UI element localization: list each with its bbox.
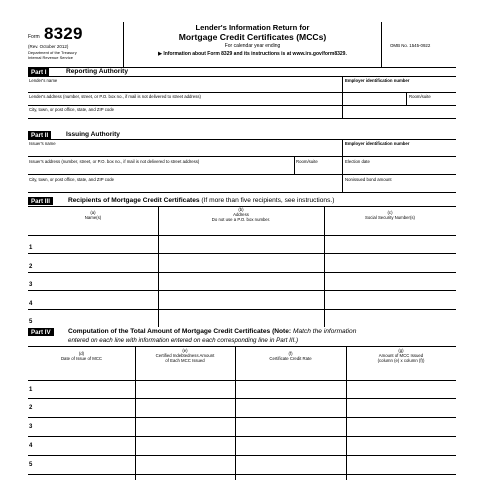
part2-label: Part II [28, 131, 51, 139]
form-page [28, 0, 456, 480]
revision-date: (Rev. October 2012) [28, 44, 69, 49]
part3-row-num: 2 [29, 264, 33, 270]
form-title-block [124, 22, 381, 68]
part4-title: Computation of the Total Amount of Mortgage Credit Certificates (Note: Match the information [68, 328, 357, 335]
part1-room-label: Room/suite [409, 94, 431, 99]
part4-col-d-header: (d) Date of Issue of MCC [60, 351, 103, 361]
part1-bar [28, 68, 456, 77]
part1-title: Reporting Authority [66, 68, 129, 75]
part4-bar [28, 327, 456, 347]
part2-bar [28, 131, 456, 140]
nonissued-bond-label: Nonissued bond amount [345, 177, 392, 182]
part4-row-num: 4 [29, 443, 33, 449]
part3-label: Part III [28, 197, 53, 205]
part3-title: Recipients of Mortgage Credit Certificates (If more than five recipients, see instructions.) [68, 197, 335, 204]
lenders-address-label: Lender's address (number, street, or P.O. box no., if mail is not delivered to street address) [29, 94, 201, 99]
form-title-line2: Mortgage Credit Certificates (MCCs) [178, 32, 327, 42]
issuers-name-label: Issuer's name [29, 141, 56, 146]
form-title-line1: Lender's Information Return for [195, 23, 310, 32]
part3-bar [28, 196, 456, 207]
part3-col-a-header: (a) Name(s) [84, 210, 102, 220]
part3-row-num: 5 [29, 319, 33, 325]
part4-subline: entered on each line with information entered on each corresponding line in Part III.) [68, 337, 299, 344]
part4-label: Part IV [28, 328, 54, 336]
part3-row-num: 3 [29, 282, 33, 288]
election-date-label: Election date [345, 159, 370, 164]
part2-ein-label: Employer identification number [345, 141, 410, 146]
part3-row-num: 4 [29, 301, 33, 307]
part4-row-num: 1 [29, 387, 33, 393]
part1-city-label: City, town, or post office, state, and ZIP code [29, 107, 115, 112]
form-header [28, 22, 456, 68]
lenders-name-label: Lender's name [29, 78, 58, 83]
part3-col-c-header: (c) Social Security Number(s) [365, 210, 415, 220]
omb-number: OMB No. 1545-0922 [390, 43, 431, 48]
issuers-address-label: Issuer's address (number, street, or P.O. box no., if mail is not delivered to street address) [29, 159, 200, 164]
part4-col-f-header: (f) Certificate Credit Rate [269, 351, 312, 361]
form-id-block [28, 22, 124, 68]
part4-col-e-header: (e) Certified Indebtedness Amount of Each MCC Issued [155, 348, 215, 363]
part3-row-num: 1 [29, 245, 33, 251]
calendar-year-label: For calendar year ending [224, 43, 281, 49]
form-number: 8329 [44, 24, 83, 43]
part1-ein-label: Employer identification number [345, 78, 410, 83]
form-word: Form [28, 34, 40, 40]
part3-note: (If more than five recipients, see instructions.) [201, 197, 335, 204]
part2-city-label: City, town, or post office, state, and ZIP code [29, 177, 115, 182]
omb-block [381, 22, 456, 68]
part2-room-label: Room/suite [296, 159, 318, 164]
part3-col-b-header: (b) Address Do not use a P.O. box number. [211, 207, 271, 222]
part4-row-num: 5 [29, 462, 33, 468]
part4-row-num: 2 [29, 405, 33, 411]
part4-col-g-header: (g) Amount of MCC Issued (column (e) x column (f)) [377, 348, 425, 363]
department: Department of the Treasury Internal Revenue Service [28, 50, 77, 60]
info-line: ▶ Information about Form 8329 and its instructions is at www.irs.gov/form8329. [158, 51, 347, 57]
part2-title: Issuing Authority [66, 131, 120, 138]
part1-label: Part I [28, 68, 49, 76]
part4-row-num: 3 [29, 424, 33, 430]
